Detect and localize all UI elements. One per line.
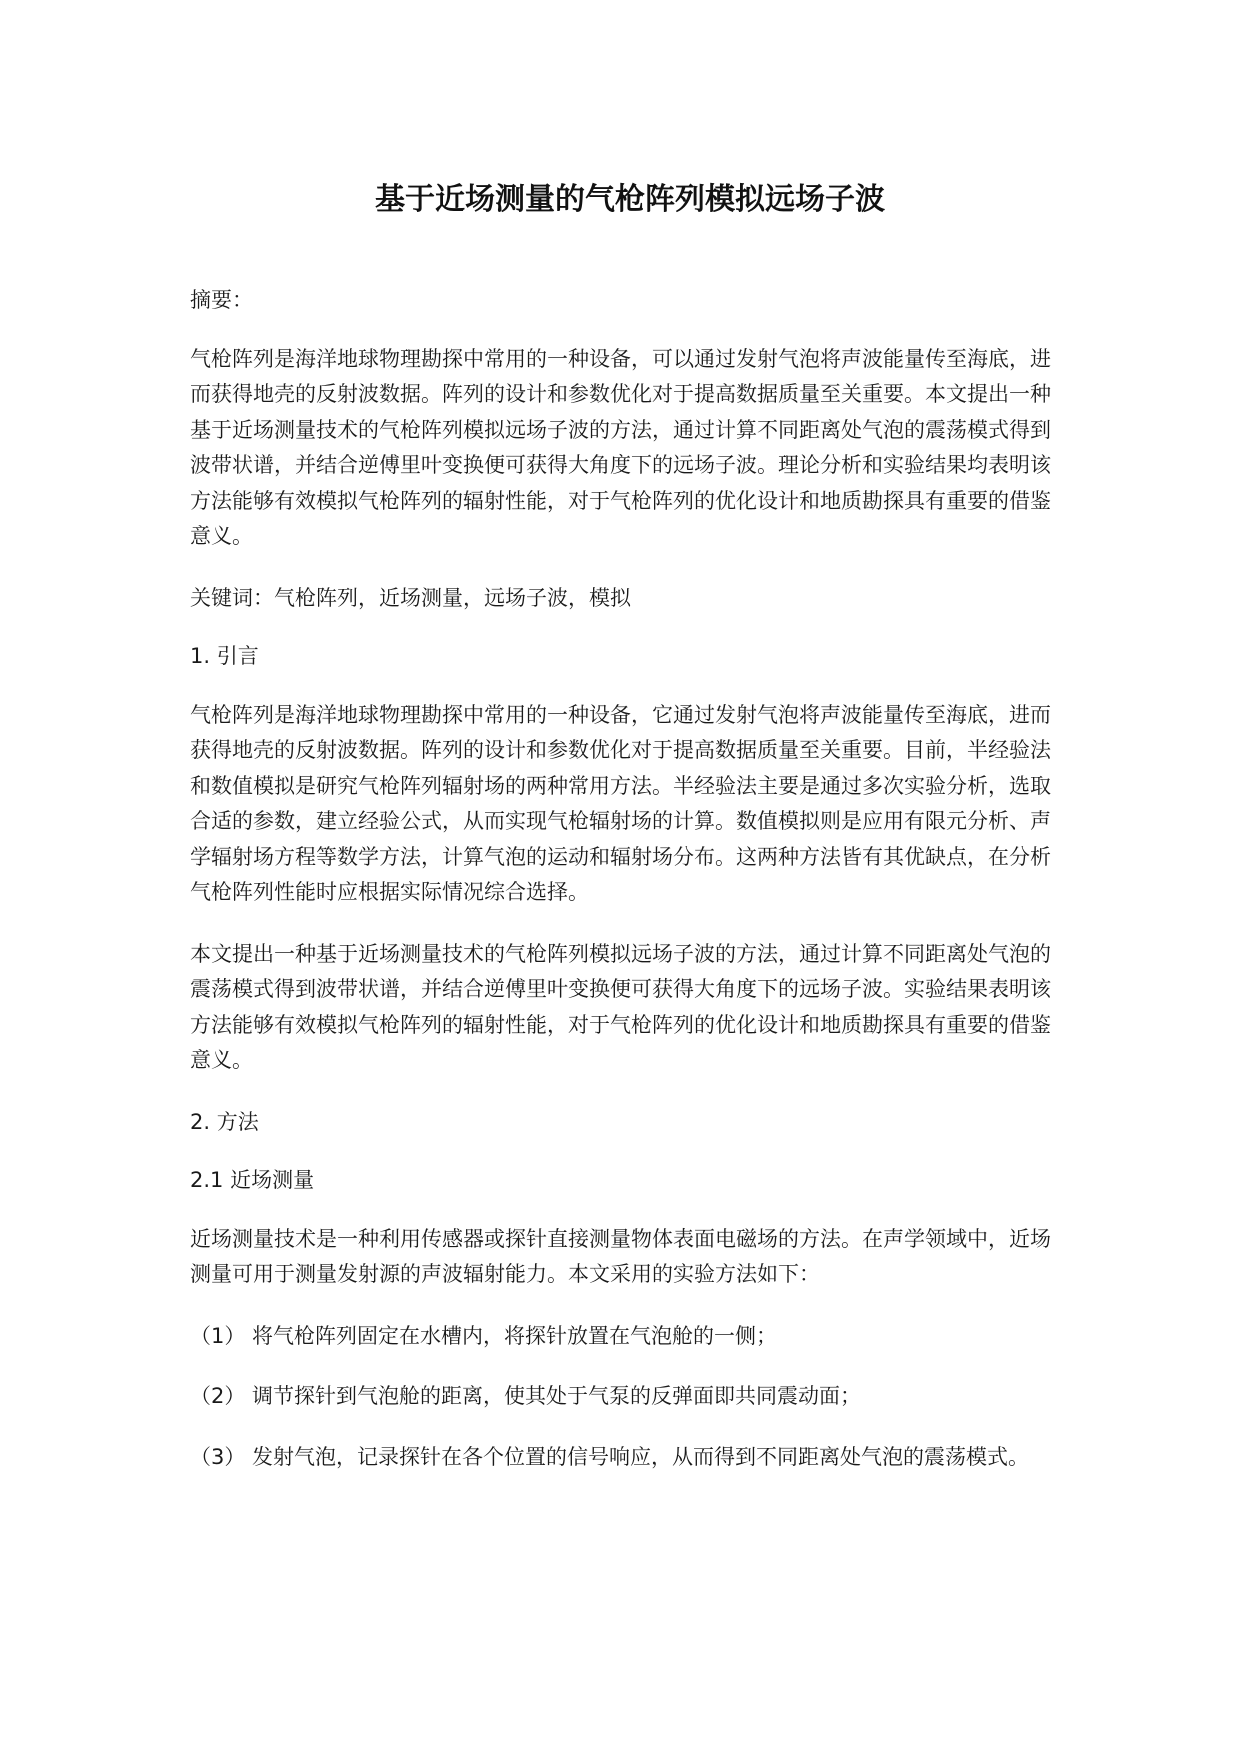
section-1-heading: 1. 引言 (190, 644, 259, 668)
step-item-2: （2） 调节探针到气泡舱的距离，使其处于气泵的反弹面即共同震动面； (190, 1384, 862, 1408)
section-2-heading: 2. 方法 (190, 1109, 259, 1134)
abstract-paragraph: 气枪阵列是海洋地球物理勘探中常用的一种设备，可以通过发射气泡将声波能量传至海底，进而获得地壳的反射波数据。阵列的设计和参数优化对于提高数据质量至关重要。本文提出一种基于近场测量技术的气枪阵列模拟远场子波的方法，通过计算不同距离处气泡的震荡模式得到波带状谱，并结合逆傅里叶变换便可获得大角度下的远场子波。理论分析和实验结果均表明该方法能够有效模拟气枪阵列的辐射性能，对于气枪阵列的优化设计和地质勘探具有重要的借鉴意义。 (190, 346, 1051, 548)
section-2-1-paragraph: 近场测量技术是一种利用传感器或探针直接测量物体表面电磁场的方法。在声学领域中，近场测量可用于测量发射源的声波辐射能力。本文采用的实验方法如下： (190, 1226, 1051, 1286)
step-item-3: （3） 发射气泡，记录探针在各个位置的信号响应，从而得到不同距离处气泡的震荡模式。 (190, 1444, 1030, 1469)
keywords-line: 关键词：气枪阵列，近场测量，远场子波，模拟 (190, 585, 631, 610)
document-body (190, 283, 1070, 1500)
section-1-paragraph-2: 本文提出一种基于近场测量技术的气枪阵列模拟远场子波的方法，通过计算不同距离处气泡的震荡模式得到波带状谱，并结合逆傅里叶变换便可获得大角度下的远场子波。实验结果表明该方法能够有效模拟气枪阵列的辐射性能，对于气枪阵列的优化设计和地质勘探具有重要的借鉴意义。 (190, 941, 1051, 1072)
document-title: 基于近场测量的气枪阵列模拟远场子波 (375, 182, 885, 217)
section-1-paragraph-1: 气枪阵列是海洋地球物理勘探中常用的一种设备，它通过发射气泡将声波能量传至海底，进而获得地壳的反射波数据。阵列的设计和参数优化对于提高数据质量至关重要。目前，半经验法和数值模拟是研究气枪阵列辐射场的两种常用方法。半经验法主要是通过多次实验分析，选取合适的参数，建立经验公式，从而实现气枪辐射场的计算。数值模拟则是应用有限元分析、声学辐射场方程等数学方法，计算气泡的运动和辐射场分布。这两种方法皆有其优缺点，在分析气枪阵列性能时应根据实际情况综合选择。 (190, 702, 1051, 904)
section-2-1-heading: 2.1 近场测量 (190, 1168, 315, 1192)
abstract-label: 摘要： (190, 288, 253, 312)
step-item-1: （1） 将气枪阵列固定在水槽内，将探针放置在气泡舱的一侧； (190, 1323, 778, 1348)
